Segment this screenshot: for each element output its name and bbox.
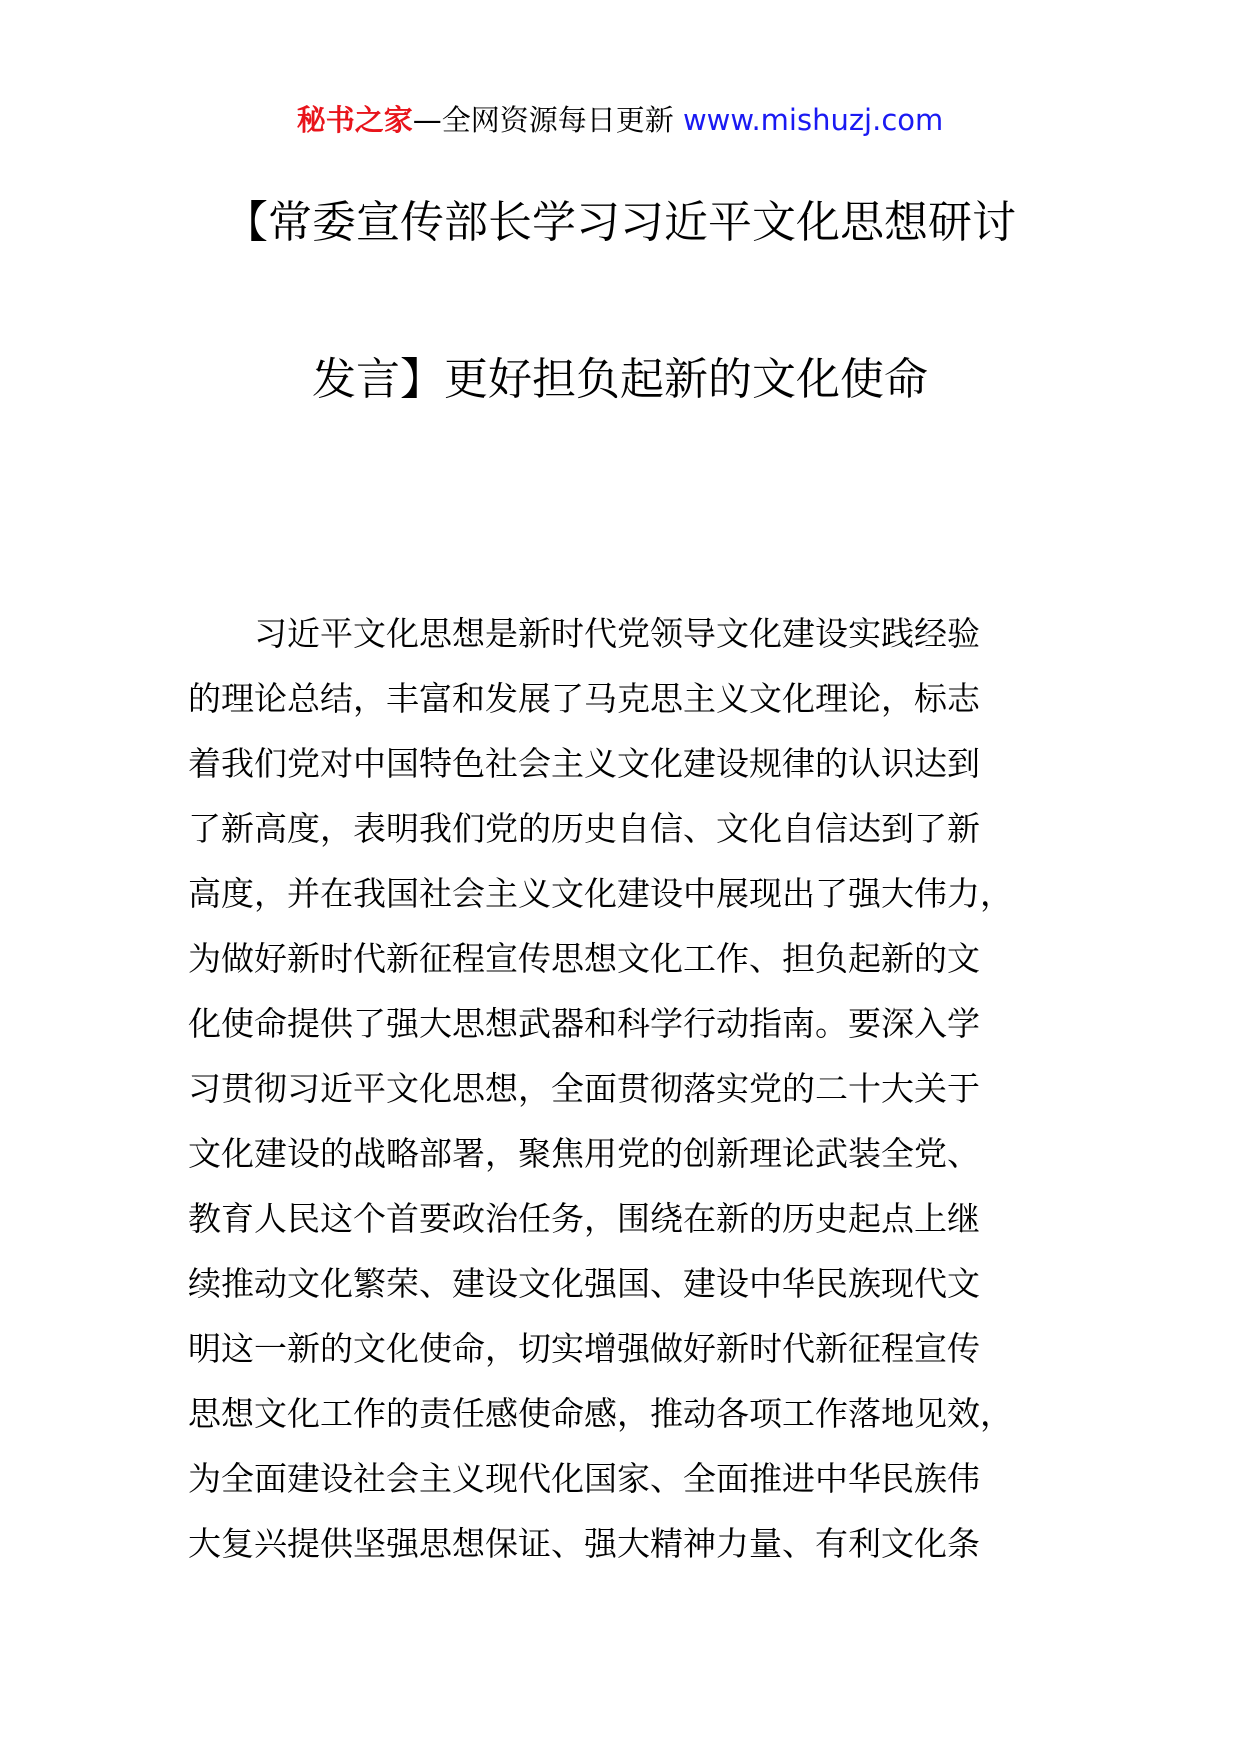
body-paragraph xyxy=(188,601,1058,1576)
body-line: 教育人民这个首要政治任务，围绕在新的历史起点上继 xyxy=(188,1199,980,1238)
body-line: 习贯彻习近平文化思想，全面贯彻落实党的二十大关于 xyxy=(188,1069,980,1108)
body-line: 思想文化工作的责任感使命感，推动各项工作落地见效， xyxy=(188,1394,1013,1433)
document-title-line-1: 【常委宣传部长学习习近平文化思想研讨 xyxy=(224,197,1016,248)
body-line: 的理论总结，丰富和发展了马克思主义文化理论，标志 xyxy=(188,679,980,718)
body-line: 化使命提供了强大思想武器和科学行动指南。要深入学 xyxy=(188,1004,980,1043)
brand-name: 秘书之家 xyxy=(296,103,413,137)
site-url-link[interactable]: www.mishuzj.com xyxy=(682,103,944,137)
body-line: 为全面建设社会主义现代化国家、全面推进中华民族伟 xyxy=(188,1459,980,1498)
body-line: 续推动文化繁荣、建设文化强国、建设中华民族现代文 xyxy=(188,1264,980,1303)
body-line: 高度，并在我国社会主义文化建设中展现出了强大伟力， xyxy=(188,874,1013,913)
body-line: 文化建设的战略部署，聚焦用党的创新理论武装全党、 xyxy=(188,1134,980,1173)
header-tagline: —全网资源每日更新 xyxy=(412,103,683,137)
page-header xyxy=(0,100,1240,140)
document-title-line-2: 发言】更好担负起新的文化使命 xyxy=(312,354,928,405)
body-line: 大复兴提供坚强思想保证、强大精神力量、有利文化条 xyxy=(188,1524,980,1563)
body-line: 了新高度，表明我们党的历史自信、文化自信达到了新 xyxy=(188,809,980,848)
body-line: 为做好新时代新征程宣传思想文化工作、担负起新的文 xyxy=(188,939,980,978)
body-line: 明这一新的文化使命，切实增强做好新时代新征程宣传 xyxy=(188,1329,980,1368)
body-line: 习近平文化思想是新时代党领导文化建设实践经验 xyxy=(188,614,980,653)
body-line: 着我们党对中国特色社会主义文化建设规律的认识达到 xyxy=(188,744,980,783)
